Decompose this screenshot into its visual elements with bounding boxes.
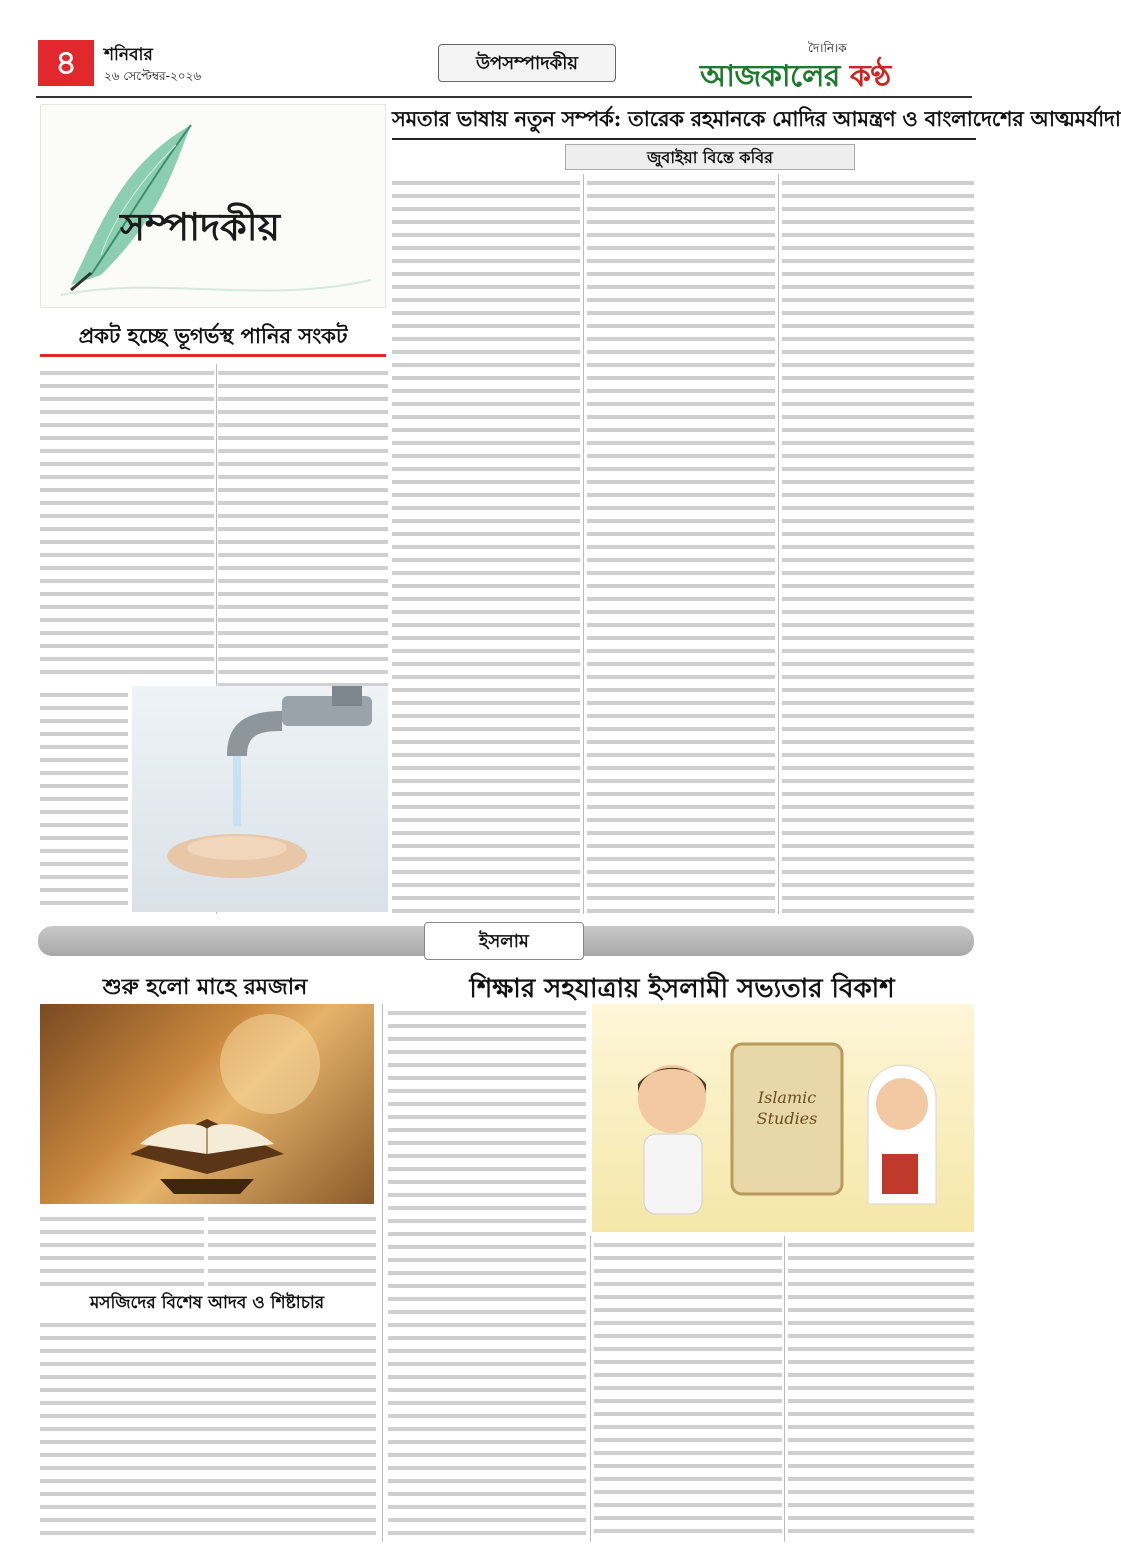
editorial-label: সম্পাদকীয় [120, 204, 280, 249]
quran-image [40, 1004, 374, 1204]
editorial-headline: প্রকট হচ্ছে ভূগর্ভস্থ পানির সংকট [78, 323, 348, 348]
brand-main: আজকালের [700, 59, 850, 94]
column-divider [778, 174, 779, 914]
ramadan-body-column-2 [208, 1210, 376, 1286]
issue-day: শনিবার [104, 45, 153, 65]
byline: জুবাইয়া বিন্তে কবির [565, 144, 855, 170]
education-headline: শিক্ষার সহযাত্রায় ইসলামী সভ্যতার বিকাশ [469, 974, 895, 1004]
mosque-body-column [40, 1316, 376, 1542]
brand-prefix: দৈ।নি।ক [808, 41, 847, 55]
brand-accent: কণ্ঠ [849, 59, 891, 94]
section-tag: উপসম্পাদকীয় [438, 44, 616, 82]
ramadan-body-column [40, 1210, 204, 1286]
ramadan-headline: শুরু হলো মাহে রমজান [102, 974, 308, 1000]
islamic-studies-label: Islamic Studies [756, 1088, 818, 1128]
header-rule [36, 96, 972, 98]
article-column-1 [392, 174, 580, 914]
islamic-studies-image [592, 1004, 974, 1232]
issue-date: ২৬ সেপ্টেম্বর-২০২৬ [104, 69, 202, 83]
article-column-3 [782, 174, 974, 914]
education-body-column-1 [388, 1004, 586, 1542]
quran-on-stand-icon [40, 1004, 374, 1204]
column-divider [382, 1004, 383, 1542]
water-tap-hands-icon [132, 686, 388, 912]
column-divider [784, 1236, 785, 1542]
editorial-body-column-1 [40, 364, 214, 682]
main-headline: সমতার ভাষায় নতুন সম্পর্ক: তারেক রহমানকে মোদির আমন্ত্রণ ও বাংলাদেশের আত্মমর্যাদা [392, 106, 1121, 131]
editorial-body-column-1b [40, 686, 128, 912]
headline-rule [392, 138, 976, 140]
water-tap-image [132, 686, 388, 912]
islam-section-title: ইসলাম [424, 922, 584, 960]
page-number: ৪ [38, 40, 94, 86]
editorial-body-column-2 [218, 364, 388, 686]
editorial-rule [40, 354, 386, 357]
education-body-column-3 [788, 1236, 974, 1542]
column-divider [590, 1236, 591, 1542]
mosque-subheadline: মসজিদের বিশেষ আদব ও শিষ্টাচার [89, 1293, 325, 1313]
education-body-column-2 [594, 1236, 782, 1542]
article-column-2 [587, 174, 775, 914]
column-divider [583, 174, 584, 914]
